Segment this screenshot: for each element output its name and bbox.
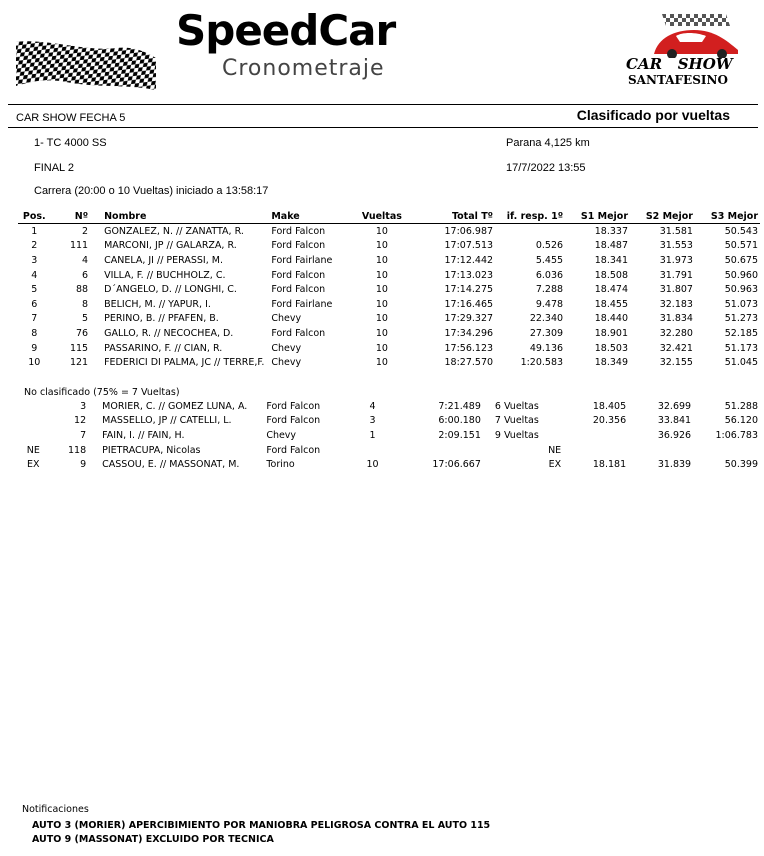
cell-number: 4 bbox=[82, 254, 89, 266]
col-name: Nombre bbox=[90, 209, 269, 224]
cell-s3: 51.288 bbox=[724, 400, 758, 412]
cell-s3: 50.571 bbox=[724, 240, 758, 252]
cell-gap: 5.455 bbox=[535, 254, 564, 266]
cell-laps: 10 bbox=[375, 225, 388, 237]
cell-laps: 10 bbox=[375, 313, 388, 325]
cell-gap: NE bbox=[548, 444, 562, 456]
cell-gap: EX bbox=[548, 459, 562, 471]
table-row bbox=[18, 326, 760, 341]
cell-total-time: 17:34.296 bbox=[444, 327, 494, 339]
cell-s1 bbox=[563, 428, 628, 443]
event-name: CAR SHOW FECHA 5 bbox=[16, 112, 126, 124]
cell-laps: 10 bbox=[375, 254, 388, 266]
cell-make: Torino bbox=[266, 459, 295, 471]
cell-total-time: 17:14.275 bbox=[444, 284, 494, 296]
cell-s2: 31.807 bbox=[659, 284, 693, 296]
session-datetime: 17/7/2022 13:55 bbox=[506, 162, 586, 174]
cell-total-time: 17:07.513 bbox=[444, 240, 494, 252]
cell-s3: 51.173 bbox=[724, 342, 758, 354]
cell-total-time: 17:13.023 bbox=[444, 269, 494, 281]
cell-pos bbox=[18, 428, 49, 443]
table-row bbox=[18, 253, 760, 268]
cell-name: GALLO, R. // NECOCHEA, D. bbox=[104, 327, 234, 339]
cell-laps: 10 bbox=[375, 327, 388, 339]
cell-s3: 51.273 bbox=[724, 313, 758, 325]
cell-s1: 18.349 bbox=[594, 357, 629, 369]
cell-s2: 32.183 bbox=[659, 298, 693, 310]
cell-pos: 10 bbox=[28, 357, 41, 369]
cell-number: 121 bbox=[69, 357, 89, 369]
cell-gap: 27.309 bbox=[529, 327, 564, 339]
cell-total-time: 6:00.180 bbox=[438, 415, 481, 427]
cell-s1: 18.508 bbox=[594, 269, 629, 281]
cell-total-time: 17:06.667 bbox=[432, 459, 481, 471]
table-row bbox=[18, 443, 760, 458]
cell-s2: 31.973 bbox=[659, 254, 693, 266]
cell-s2: 31.581 bbox=[659, 225, 693, 237]
notification-item: AUTO 9 (MASSONAT) EXCLUIDO POR TECNICA bbox=[32, 834, 274, 845]
race-start-info: Carrera (20:00 o 10 Vueltas) iniciado a 13:58:17 bbox=[34, 185, 269, 197]
cell-s3: 50.543 bbox=[724, 225, 758, 237]
cell-s2: 31.553 bbox=[659, 240, 693, 252]
table-row bbox=[18, 312, 760, 327]
cell-s3: 1:06.783 bbox=[715, 429, 758, 441]
table-row bbox=[18, 457, 760, 472]
cell-laps: 3 bbox=[369, 415, 376, 427]
table-row bbox=[18, 268, 760, 283]
cell-s1: 18.455 bbox=[594, 298, 629, 310]
table-row bbox=[18, 355, 760, 370]
cell-gap: 6.036 bbox=[535, 269, 564, 281]
table-row bbox=[18, 282, 760, 297]
table-row bbox=[18, 224, 760, 239]
cell-number: 76 bbox=[76, 327, 89, 339]
table-row bbox=[18, 428, 760, 443]
cell-s1: 18.440 bbox=[594, 313, 629, 325]
cell-pos: 6 bbox=[31, 298, 38, 310]
cell-s3: 51.045 bbox=[724, 357, 758, 369]
cell-gap: 7.288 bbox=[535, 284, 564, 296]
cell-name: BELICH, M. // YAPUR, I. bbox=[104, 298, 211, 310]
cell-pos: NE bbox=[26, 444, 40, 456]
cell-make: Chevy bbox=[266, 429, 297, 441]
cell-total-time: 2:09.151 bbox=[438, 429, 481, 441]
cell-number: 111 bbox=[69, 240, 89, 252]
cell-make: Ford Falcon bbox=[271, 269, 326, 281]
cell-total-time: 7:21.489 bbox=[438, 400, 481, 412]
cell-s2: 32.421 bbox=[659, 342, 693, 354]
cell-gap: 7 Vueltas bbox=[494, 415, 539, 427]
cell-laps: 1 bbox=[369, 429, 376, 441]
cell-s2: 36.926 bbox=[657, 429, 692, 441]
cell-laps bbox=[348, 443, 398, 458]
partner-line-1: CAR SHOW bbox=[626, 55, 733, 73]
cell-pos bbox=[18, 399, 49, 414]
cell-s3: 50.675 bbox=[724, 254, 758, 266]
cell-s1: 18.474 bbox=[594, 284, 629, 296]
cell-laps: 10 bbox=[375, 240, 388, 252]
cell-total-time: 17:56.123 bbox=[444, 342, 494, 354]
cell-s2 bbox=[628, 443, 693, 458]
cell-total-time: 17:29.327 bbox=[444, 313, 494, 325]
not-classified-table bbox=[18, 399, 760, 472]
cell-name: MORIER, C. // GOMEZ LUNA, A. bbox=[102, 400, 248, 412]
cell-make: Chevy bbox=[271, 342, 302, 354]
cell-make: Ford Falcon bbox=[266, 444, 321, 456]
col-laps: Vueltas bbox=[354, 209, 409, 224]
cell-number: 118 bbox=[68, 444, 87, 456]
cell-gap bbox=[495, 224, 565, 239]
cell-s1: 18.181 bbox=[592, 459, 627, 471]
cell-gap: 9.478 bbox=[535, 298, 564, 310]
cell-pos bbox=[18, 414, 49, 429]
cell-make: Ford Falcon bbox=[271, 284, 326, 296]
cell-laps: 10 bbox=[375, 269, 388, 281]
document-title: Clasificado por vueltas bbox=[576, 107, 730, 123]
cell-make: Ford Falcon bbox=[271, 225, 326, 237]
cell-s1: 18.337 bbox=[594, 225, 629, 237]
cell-s1: 18.487 bbox=[594, 240, 629, 252]
cell-pos: 2 bbox=[31, 240, 38, 252]
cell-name: CASSOU, E. // MASSONAT, M. bbox=[102, 459, 240, 471]
table-row bbox=[18, 297, 760, 312]
cell-gap: 0.526 bbox=[535, 240, 564, 252]
notifications-title: Notificaciones bbox=[22, 804, 89, 815]
col-s3: S3 Mejor bbox=[695, 209, 760, 224]
cell-laps: 10 bbox=[375, 357, 388, 369]
cell-name: MASSELLO, JP // CATELLI, L. bbox=[102, 415, 232, 427]
cell-number: 115 bbox=[69, 342, 89, 354]
track-info: Parana 4,125 km bbox=[506, 137, 590, 149]
session-name: FINAL 2 bbox=[34, 162, 74, 174]
cell-pos: 1 bbox=[31, 225, 38, 237]
cell-number: 8 bbox=[82, 298, 89, 310]
cell-make: Chevy bbox=[271, 313, 302, 325]
cell-s3: 52.185 bbox=[724, 327, 758, 339]
cell-name: PASSARINO, F. // CIAN, R. bbox=[104, 342, 223, 354]
table-row bbox=[18, 239, 760, 254]
not-classified-label: No clasificado (75% = 7 Vueltas) bbox=[24, 387, 180, 398]
col-s1: S1 Mejor bbox=[565, 209, 630, 224]
cell-pos: 9 bbox=[31, 342, 38, 354]
cell-number: 2 bbox=[82, 225, 89, 237]
cell-make: Ford Falcon bbox=[266, 415, 321, 427]
cell-gap: 6 Vueltas bbox=[494, 400, 539, 412]
cell-s3 bbox=[693, 443, 760, 458]
cell-name: PERINO, B. // PFAFEN, B. bbox=[104, 313, 219, 325]
cell-total-time bbox=[397, 443, 483, 458]
cell-make: Ford Falcon bbox=[271, 327, 326, 339]
cell-s1 bbox=[563, 443, 628, 458]
cell-pos: 4 bbox=[31, 269, 38, 281]
table-row bbox=[18, 341, 760, 356]
cell-s3: 50.399 bbox=[724, 459, 758, 471]
cell-name: PIETRACUPA, Nicolas bbox=[102, 444, 201, 456]
brand-subtitle: Cronometraje bbox=[222, 56, 385, 81]
cell-name: CANELA, JI // PERASSI, M. bbox=[104, 254, 223, 266]
cell-number: 6 bbox=[82, 269, 89, 281]
cell-s2: 33.841 bbox=[657, 415, 692, 427]
cell-name: VILLA, F. // BUCHHOLZ, C. bbox=[104, 269, 226, 281]
brand-title: SpeedCar bbox=[176, 6, 396, 55]
cell-s3: 50.960 bbox=[724, 269, 758, 281]
cell-gap: 49.136 bbox=[529, 342, 564, 354]
cell-s2: 31.834 bbox=[659, 313, 693, 325]
results-table bbox=[18, 209, 760, 370]
cell-gap: 22.340 bbox=[529, 313, 564, 325]
cell-make: Ford Falcon bbox=[271, 240, 326, 252]
cell-make: Ford Fairlane bbox=[271, 254, 333, 266]
cell-pos: EX bbox=[27, 459, 40, 471]
col-make: Make bbox=[269, 209, 354, 224]
cell-number: 3 bbox=[80, 400, 87, 412]
cell-laps: 10 bbox=[375, 298, 388, 310]
cell-s2: 32.280 bbox=[659, 327, 693, 339]
cell-total-time: 18:27.570 bbox=[444, 357, 494, 369]
col-pos: Pos. bbox=[18, 209, 51, 224]
cell-number: 88 bbox=[76, 284, 89, 296]
cell-name: D´ANGELO, D. // LONGHI, C. bbox=[104, 284, 237, 296]
race-car-icon bbox=[618, 10, 758, 58]
checkered-flag-logo bbox=[16, 38, 156, 90]
cell-number: 5 bbox=[82, 313, 89, 325]
car-show-logo bbox=[618, 10, 758, 90]
cell-name: FAIN, I. // FAIN, H. bbox=[102, 429, 185, 441]
cell-laps: 10 bbox=[375, 342, 388, 354]
cell-number: 7 bbox=[80, 429, 87, 441]
notification-item: AUTO 3 (MORIER) APERCIBIMIENTO POR MANIOBRA PELIGROSA CONTRA EL AUTO 115 bbox=[32, 820, 491, 831]
cell-s1: 18.341 bbox=[594, 254, 629, 266]
cell-gap: 1:20.583 bbox=[520, 357, 564, 369]
table-row bbox=[18, 399, 760, 414]
cell-s3: 50.963 bbox=[724, 284, 758, 296]
cell-s3: 51.073 bbox=[724, 298, 758, 310]
cell-s2: 32.155 bbox=[659, 357, 693, 369]
title-rule bbox=[8, 127, 758, 128]
col-s2: S2 Mejor bbox=[630, 209, 695, 224]
cell-pos: 5 bbox=[31, 284, 38, 296]
cell-make: Ford Falcon bbox=[266, 400, 321, 412]
cell-pos: 7 bbox=[31, 313, 38, 325]
cell-number: 12 bbox=[74, 415, 87, 427]
race-category: 1- TC 4000 SS bbox=[34, 137, 107, 149]
cell-laps: 10 bbox=[375, 284, 388, 296]
cell-pos: 8 bbox=[31, 327, 38, 339]
col-gap: if. resp. 1º bbox=[495, 209, 565, 224]
cell-name: FEDERICI DI PALMA, JC // TERRE,F. bbox=[104, 357, 265, 369]
header-rule bbox=[8, 104, 758, 105]
cell-s1: 20.356 bbox=[592, 415, 627, 427]
table-header-row bbox=[18, 209, 760, 224]
cell-s2: 31.791 bbox=[659, 269, 693, 281]
cell-s2: 31.839 bbox=[657, 459, 692, 471]
cell-total-time: 17:12.442 bbox=[444, 254, 494, 266]
cell-pos: 3 bbox=[31, 254, 38, 266]
cell-laps: 4 bbox=[369, 400, 376, 412]
cell-total-time: 17:06.987 bbox=[444, 225, 494, 237]
cell-gap: 9 Vueltas bbox=[494, 429, 539, 441]
cell-s3: 56.120 bbox=[724, 415, 758, 427]
cell-laps: 10 bbox=[366, 459, 379, 471]
col-total-time: Total Tº bbox=[409, 209, 495, 224]
cell-total-time: 17:16.465 bbox=[444, 298, 494, 310]
cell-make: Ford Fairlane bbox=[271, 298, 333, 310]
cell-name: GONZALEZ, N. // ZANATTA, R. bbox=[104, 225, 244, 237]
cell-s2: 32.699 bbox=[657, 400, 692, 412]
partner-line-2: SANTAFESINO bbox=[628, 73, 728, 87]
cell-name: MARCONI, JP // GALARZA, R. bbox=[104, 240, 237, 252]
table-row bbox=[18, 414, 760, 429]
cell-number: 9 bbox=[80, 459, 87, 471]
cell-make: Chevy bbox=[271, 357, 302, 369]
cell-s1: 18.503 bbox=[594, 342, 629, 354]
cell-s1: 18.405 bbox=[592, 400, 627, 412]
cell-s1: 18.901 bbox=[594, 327, 629, 339]
col-number: Nº bbox=[51, 209, 91, 224]
